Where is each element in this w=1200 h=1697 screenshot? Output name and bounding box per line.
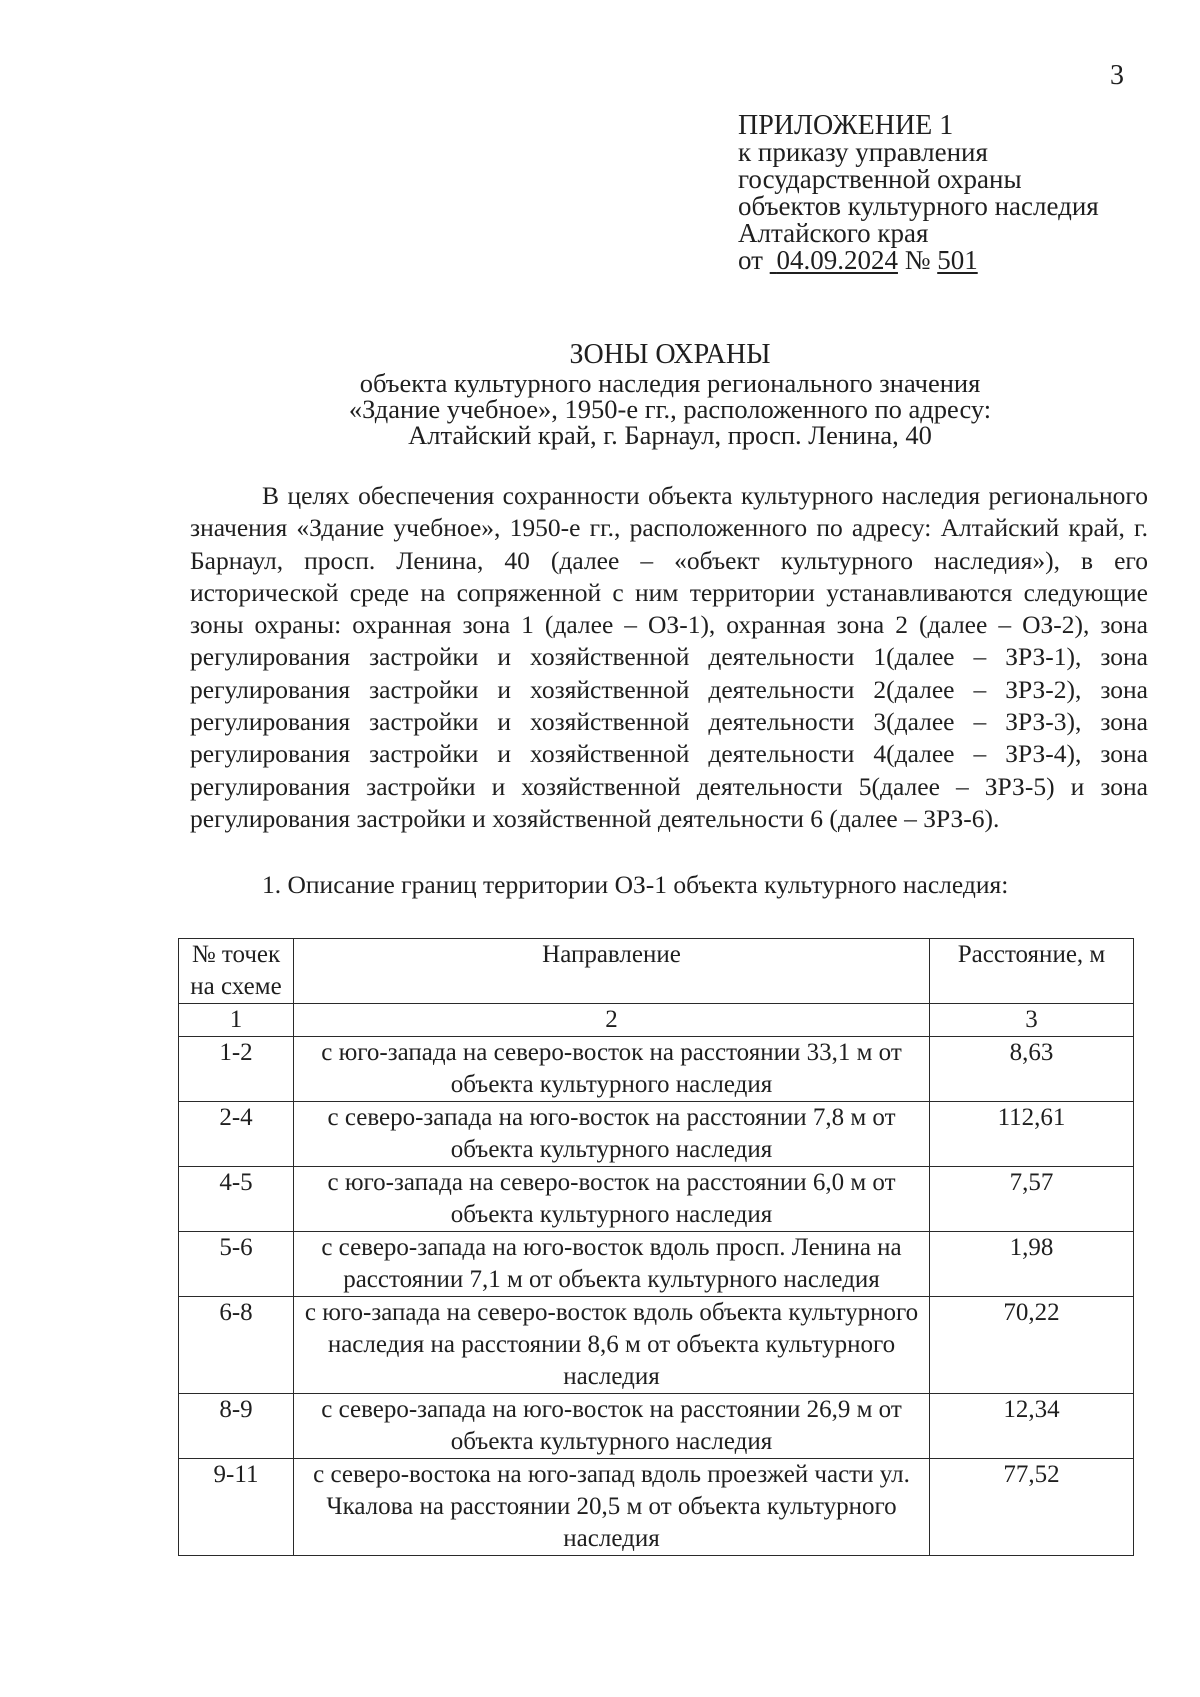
section-heading: 1. Описание границ территории ОЗ-1 объекта культурного наследия:: [262, 870, 1009, 899]
cell-direction: с юго-запада на северо-восток вдоль объекта культурного наследия на расстоянии 8,6 м от объекта культурного наследия: [294, 1297, 930, 1394]
table-row: [179, 1394, 1134, 1459]
table-row: [179, 1232, 1134, 1297]
cell-points: 2-4: [179, 1102, 294, 1167]
cell-direction: с северо-запада на юго-восток вдоль просп. Ленина на расстоянии 7,1 м от объекта культурного наследия: [294, 1232, 930, 1297]
column-number: 3: [930, 1004, 1134, 1037]
cell-distance: 8,63: [930, 1037, 1134, 1102]
appendix-line: объектов культурного наследия: [738, 191, 1099, 221]
appendix-date-line: [738, 247, 1099, 274]
order-number: 501: [937, 245, 978, 275]
page-number: 3: [1110, 60, 1124, 91]
cell-direction: с северо-востока на юго-запад вдоль проезжей части ул. Чкалова на расстоянии 20,5 м от объекта культурного наследия: [294, 1459, 930, 1556]
cell-distance: 112,61: [930, 1102, 1134, 1167]
body-paragraph: В целях обеспечения сохранности объекта культурного наследия регионального значения «Здание учебное», 1950-е гг., расположенного по адресу: Алтайский край, г. Барнаул, просп. Ленина, 40 (далее – «объект культурного наследия»), в его исторической среде на сопряженной с ним территории устанавливаются следующие зоны охраны: охранная зона 1 (далее – ОЗ-1), охранная зона 2 (далее – ОЗ-2), зона регулирования застройки и хозяйственной деятельности 1(далее – ЗРЗ-1), зона регулирования застройки и хозяйственной деятельности 2(далее – ЗРЗ-2), зона регулирования застройки и хозяйственной деятельности 3(далее – ЗРЗ-3), зона регулирования застройки и хозяйственной деятельности 4(далее – ЗРЗ-4), зона регулирования застройки и хозяйственной деятельности 5(далее – ЗРЗ-5) и зона регулирования застройки и хозяйственной деятельности 6 (далее – ЗРЗ-6).: [190, 481, 1148, 833]
table-row: [179, 1459, 1134, 1556]
body-text: [190, 480, 1148, 835]
cell-direction: с северо-запада на юго-восток на расстоянии 26,9 м от объекта культурного наследия: [294, 1394, 930, 1459]
appendix-title: ПРИЛОЖЕНИЕ 1: [738, 110, 954, 141]
table-row: [179, 1037, 1134, 1102]
cell-distance: 70,22: [930, 1297, 1134, 1394]
cell-points: 1-2: [179, 1037, 294, 1102]
number-prefix: №: [904, 245, 931, 275]
header-points: № точек на схеме: [179, 939, 294, 1004]
document-title-block: [250, 340, 1090, 448]
cell-points: 8-9: [179, 1394, 294, 1459]
cell-points: 4-5: [179, 1167, 294, 1232]
appendix-line: к приказу управления: [738, 137, 988, 167]
column-number: 2: [294, 1004, 930, 1037]
table-row: [179, 1297, 1134, 1394]
document-subtitle-line: Алтайский край, г. Барнаул, просп. Ленина, 40: [408, 420, 932, 450]
appendix-line: государственной охраны: [738, 164, 1022, 194]
appendix-line: Алтайского края: [738, 218, 929, 248]
date-prefix: от: [738, 245, 763, 275]
document-subtitle-line: «Здание учебное», 1950-е гг., расположенного по адресу:: [348, 394, 992, 424]
order-date: 04.09.2024: [776, 245, 898, 275]
cell-points: 9-11: [179, 1459, 294, 1556]
document-subtitle-line: объекта культурного наследия регионального значения: [359, 368, 981, 398]
cell-direction: с юго-запада на северо-восток на расстоянии 33,1 м от объекта культурного наследия: [294, 1037, 930, 1102]
boundary-table: [178, 938, 1134, 1556]
cell-distance: 77,52: [930, 1459, 1134, 1556]
cell-distance: 1,98: [930, 1232, 1134, 1297]
cell-distance: 7,57: [930, 1167, 1134, 1232]
table-column-numbers-row: [179, 1004, 1134, 1037]
document-title: ЗОНЫ ОХРАНЫ: [569, 339, 771, 370]
header-direction: Направление: [294, 939, 930, 1004]
column-number: 1: [179, 1004, 294, 1037]
cell-points: 5-6: [179, 1232, 294, 1297]
cell-distance: 12,34: [930, 1394, 1134, 1459]
table-header-row: [179, 939, 1134, 1004]
header-distance: Расстояние, м: [930, 939, 1134, 1004]
cell-direction: с северо-запада на юго-восток на расстоянии 7,8 м от объекта культурного наследия: [294, 1102, 930, 1167]
table-row: [179, 1102, 1134, 1167]
cell-direction: с юго-запада на северо-восток на расстоянии 6,0 м от объекта культурного наследия: [294, 1167, 930, 1232]
table-row: [179, 1167, 1134, 1232]
cell-points: 6-8: [179, 1297, 294, 1394]
appendix-header: [738, 112, 1099, 274]
